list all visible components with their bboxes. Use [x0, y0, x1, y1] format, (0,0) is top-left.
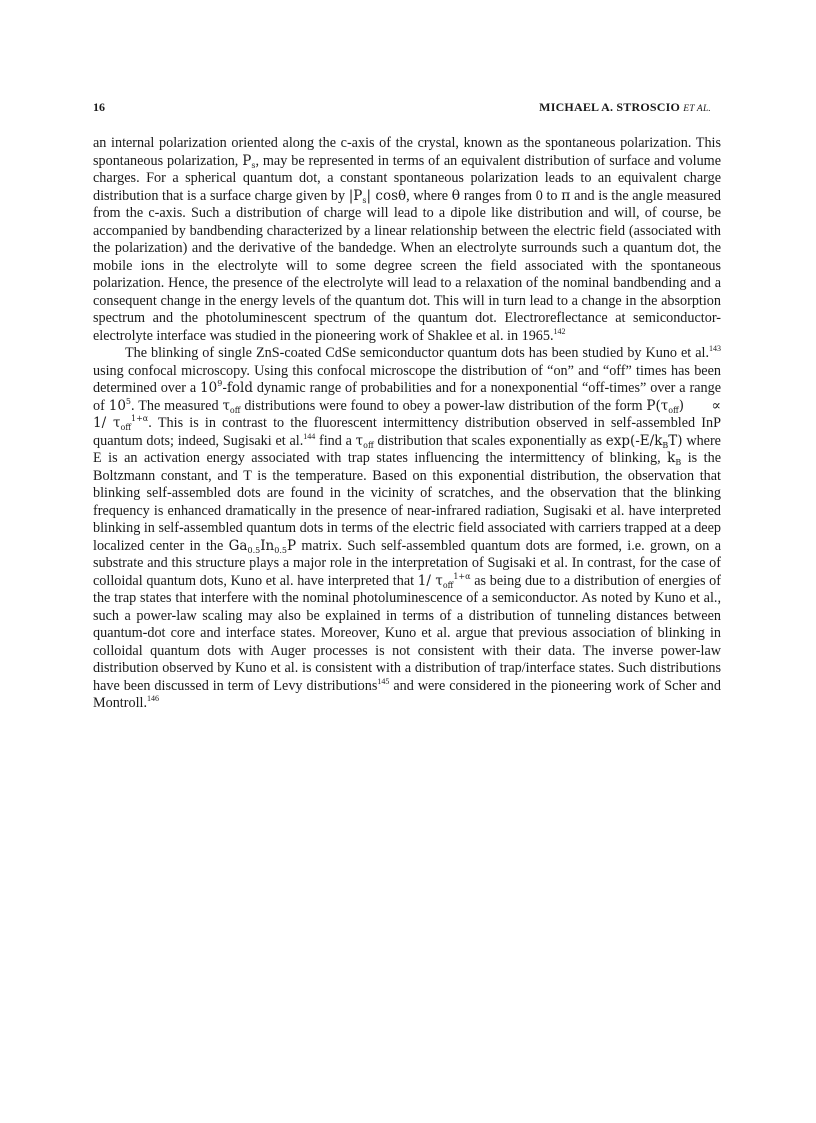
- math-p-tau-off: $P(\tau_{off})$: [646, 397, 684, 415]
- math-theta: θ: [451, 187, 461, 204]
- citation-145: 145: [377, 676, 390, 686]
- running-header: [93, 100, 721, 116]
- citation-146: 146: [147, 694, 159, 703]
- math-exp: $\exp(-E/k_BT)$: [605, 432, 683, 450]
- math-ten-five: $10^5$: [108, 396, 132, 414]
- math-gainp: $Ga_{0.5}In_{0.5}P$: [228, 537, 297, 555]
- body-text: [93, 135, 721, 713]
- math-inverse-tau-2: 1/ $\tau_{off}^{1+\alpha}$: [417, 571, 471, 590]
- math-ps: $P_s$: [242, 152, 256, 170]
- author-suffix: ET AL.: [683, 104, 711, 114]
- paragraph-2: The blinking of single ZnS-coated CdSe semiconductor quantum dots has been studied by Kuno et al.$^{143}$ using confocal microscopy. Using this confocal microscope the distribution of “on” and “off” times has been determined over a $10^9$-fold dynamic range of probabilities and for a nonexponential “off-times” over a range of $10^5$. The measured $\tau_{off}$ distributions were found to obey a power-law distribution of the form $P(\tau_{off})$ ∝ 1/ $\tau_{off}^{1+\alpha}$. This is in contrast to the fluorescent intermittency distribution observed in self-assembled InP quantum dots; indeed, Sugisaki et al.$^{144}$ find a $\tau_{off}$ distribution that scales exponentially as $\exp(-E/k_BT)$ where E is an activation energy associated with trap states influencing the intermittency of blinking, $k_B$ is the Boltzmann constant, and T is the temperature. Based on this exponential distribution, the observation that blinking self-assembled dots are found in the vicinity of scratches, and the observation that the blinking frequency is enhanced dramatically in the presence of near-infrared radiation, Sugisaki et al. have interpreted blinking in self-assembled quantum dots in terms of the electric field associated with carriers trapped at a deep localized center in the $Ga_{0.5}In_{0.5}P$ matrix. Such self-assembled quantum dots are formed, i.e. grown, on a substrate and this structure plays a major role in the interpretation of Sugisaki et al. In contrast, for the case of colloidal quantum dots, Kuno et al. have interpreted that 1/ $\tau_{off}^{1+\alpha}$ as being due to a distribution of energies of the trap states that interfere with the nominal photoluminescence of a semiconductor. As noted by Kuno et al., such a power-law scaling may also be explained in terms of a distribution of tunneling distances between quantum-dot core and interface states. Moreover, Kuno et al. argue that previous association of blinking in colloidal quantum dots with Auger processes is not consistent with their data. The inverse power-law distribution observed by Kuno et al. is consistent with a distribution of trap/interface states. Such distributions have been discussed in term of Levy distributions$^{145}$ and were considered in the pioneering work of Scher and Montroll.$^{146}$: [93, 344, 722, 711]
- math-pi: π: [561, 187, 571, 204]
- paragraph-1: an internal polarization oriented along the c-axis of the crystal, known as the spontaneous polarization. This spontaneous polarization, $P_s$, may be represented in terms of an equivalent distribution of surface and volume charges. For a spherical quantum dot, a constant spontaneous polarization leads to an equivalent charge distribution that is a surface charge given by $|P_s|$ cosθ, where θ ranges from 0 to π and is the angle measured from the c-axis. Such a distribution of charge will lead to a dipole like distribution and will, of course, be accompanied by bandbending characterized by a linear relationship between the electric field (associated with the polarization) and the derivative of the bandedge. When an electrolyte surrounds such a quantum dot, the mobile ions in the electrolyte will to some degree screen the field associated with the spontaneous polarization. Hence, the presence of the electrolyte will lead to a relaxation of the nominal bandbending and a consequent change in the energy levels of the quantum dot. This will in turn lead to a change in the absorption spectrum and the photoluminescent spectrum of the quantum dot. Electroreflectance at semiconductor-electrolyte interface was studied in the pioneering work of Shaklee et al. in 1965.$^{142}$: [93, 135, 721, 344]
- citation-144: 144: [303, 431, 316, 441]
- math-inverse-tau: 1/ $\tau_{off}^{1+\alpha}$: [93, 414, 149, 432]
- math-tau-off-2: $\tau_{off}$: [355, 432, 374, 450]
- citation-142: 142: [553, 326, 566, 336]
- running-author: [539, 100, 711, 115]
- author-name: MICHAEL A. STROSCIO: [539, 100, 681, 114]
- page-number: 16: [93, 100, 105, 114]
- citation-143: 143: [709, 344, 721, 353]
- math-tau-off: $\tau_{off}$: [222, 397, 241, 415]
- math-surface-charge: $|P_s|$ cosθ: [348, 187, 407, 205]
- math-kb: $k_B$: [667, 450, 682, 467]
- math-ten-nine-fold: $10^9$-fold: [200, 379, 253, 396]
- math-propto: ∝: [711, 397, 721, 414]
